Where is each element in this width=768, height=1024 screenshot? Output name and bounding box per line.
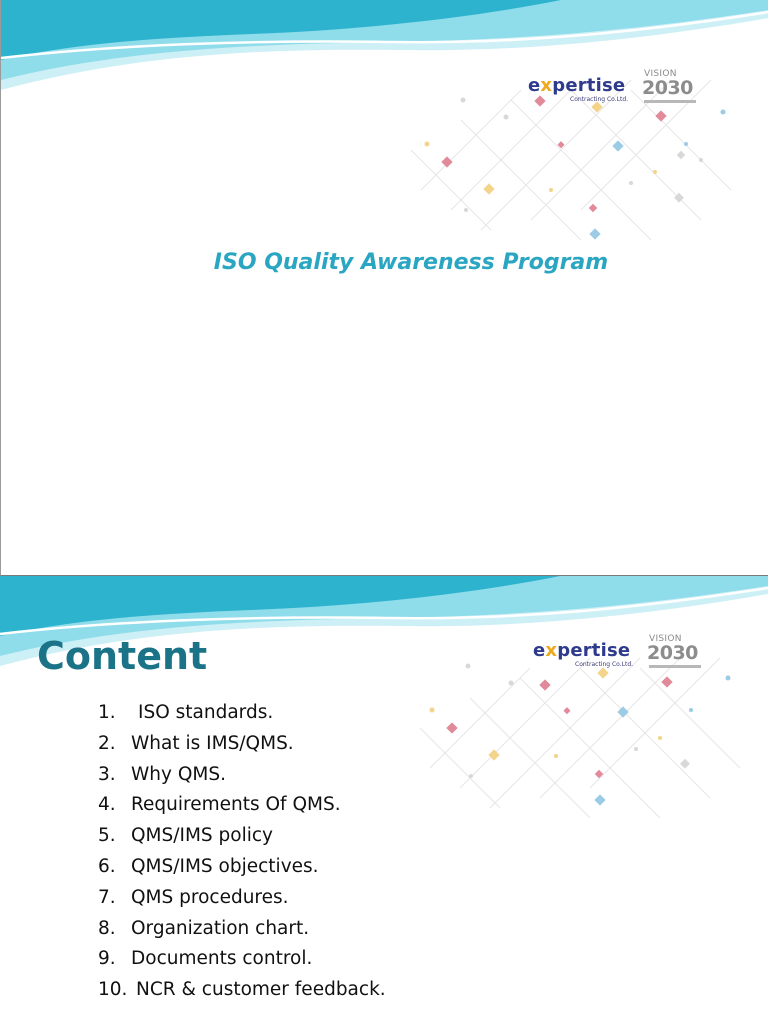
list-item: 6. QMS/IMS objectives. <box>98 855 319 877</box>
logo-subtitle: Contracting Co.Ltd. <box>570 96 629 103</box>
logo-brand-text: expertise <box>528 75 626 96</box>
list-item: 3. Why QMS. <box>98 763 226 785</box>
company-logo <box>533 636 708 676</box>
logo-brand-text: expertise <box>533 640 631 661</box>
list-item: 5. QMS/IMS policy <box>98 825 274 847</box>
vision-caption-line <box>644 100 696 103</box>
vision-year: 2030 <box>642 77 693 99</box>
list-item: 9. Documents control. <box>98 948 313 970</box>
content-heading: Content <box>37 634 208 678</box>
logo-subtitle: Contracting Co.Ltd. <box>575 661 634 668</box>
list-item: 2. What is IMS/QMS. <box>98 732 294 754</box>
list-item: 7. QMS procedures. <box>98 886 289 908</box>
company-logo <box>528 69 703 112</box>
vision-label: VISION <box>644 69 677 79</box>
vision-caption-line <box>649 665 701 668</box>
vision-year: 2030 <box>647 642 698 664</box>
vision-label: VISION <box>649 634 682 644</box>
list-item: 4. Requirements Of QMS. <box>98 794 341 816</box>
slide-title-text: ISO Quality Awareness Program <box>213 250 609 275</box>
list-item: 10. NCR & customer feedback. <box>98 979 386 1001</box>
content-list <box>98 698 386 1006</box>
list-item: 8. Organization chart. <box>98 917 310 939</box>
slide-content <box>0 576 768 1024</box>
list-item: 1. ISO standards. <box>98 702 274 723</box>
